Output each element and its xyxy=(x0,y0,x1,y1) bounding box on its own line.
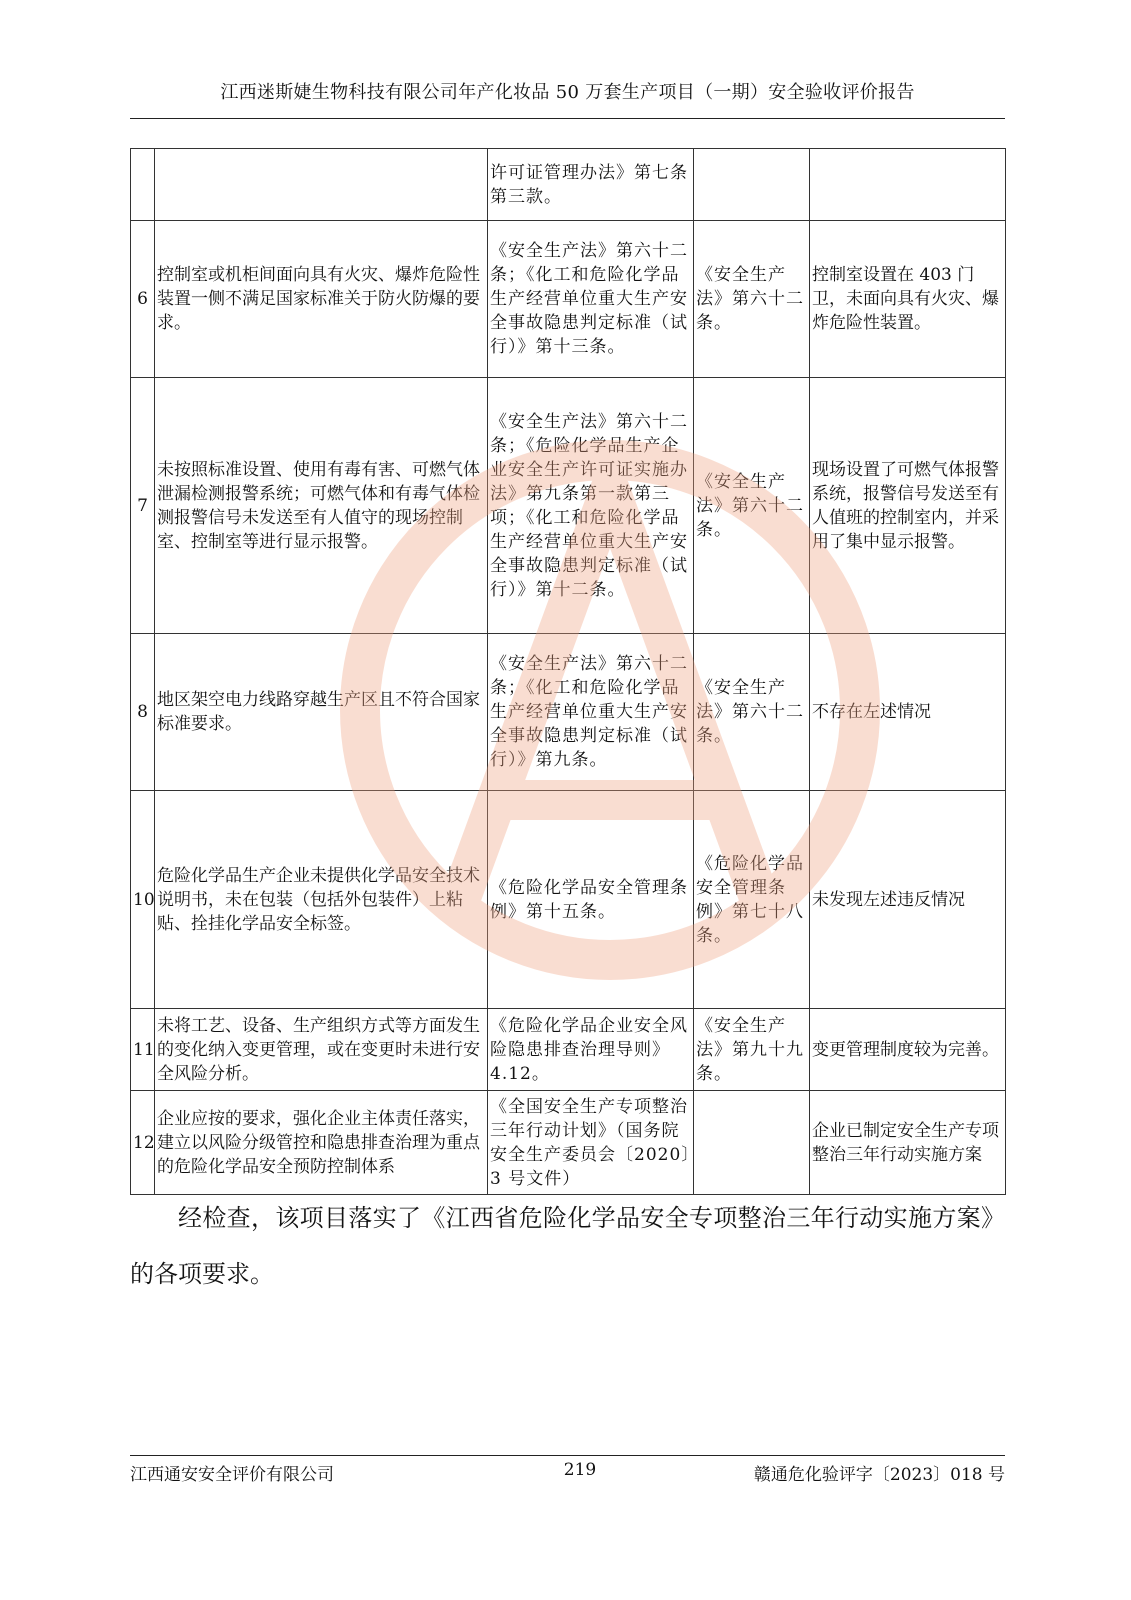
legal-basis: 《安全生产法》第六十二条；《危险化学品生产企业安全生产许可证实施办法》第九条第一款第三项；《化工和危险化学品生产经营单位重大生产安全事故隐患判定标准（试行）》第十二条。 xyxy=(488,378,694,634)
footer-rule xyxy=(130,1455,1005,1456)
hazard-item: 未按照标准设置、使用有毒有害、可燃气体泄漏检测报警系统；可燃气体和有毒气体检测报警信号未发送至有人值守的现场控制室、控制室等进行显示报警。 xyxy=(155,378,488,634)
hazard-item xyxy=(155,149,488,221)
page-header-title: 江西迷斯婕生物科技有限公司年产化妆品 50 万套生产项目（一期）安全验收评价报告 xyxy=(220,82,915,103)
table-row xyxy=(131,149,1006,221)
hazard-item: 控制室或机柜间面向具有火灾、爆炸危险性装置一侧不满足国家标准关于防火防爆的要求。 xyxy=(155,221,488,378)
hazard-item: 危险化学品生产企业未提供化学品安全技术说明书，未在包装（包括外包装件）上粘贴、拴挂化学品安全标签。 xyxy=(155,791,488,1009)
row-number: 10 xyxy=(131,791,155,1009)
check-result: 企业已制定安全生产专项整治三年行动实施方案 xyxy=(810,1091,1006,1195)
conclusion-paragraph: 经检查，该项目落实了《江西省危险化学品安全专项整治三年行动实施方案》的各项要求。 xyxy=(130,1204,1005,1288)
row-number: 6 xyxy=(131,221,155,378)
check-result xyxy=(810,149,1006,221)
penalty-basis xyxy=(694,149,810,221)
table-row xyxy=(131,378,1006,634)
header-rule xyxy=(130,118,1005,119)
table-row xyxy=(131,634,1006,791)
table-row xyxy=(131,1009,1006,1091)
penalty-basis: 《安全生产法》第六十二条。 xyxy=(694,378,810,634)
hazard-item: 地区架空电力线路穿越生产区且不符合国家标准要求。 xyxy=(155,634,488,791)
check-result: 不存在左述情况 xyxy=(810,634,1006,791)
row-number: 7 xyxy=(131,378,155,634)
check-result: 现场设置了可燃气体报警系统，报警信号发送至有人值班的控制室内，并采用了集中显示报警。 xyxy=(810,378,1006,634)
penalty-basis: 《安全生产法》第六十二条。 xyxy=(694,221,810,378)
penalty-basis: 《安全生产法》第九十九条。 xyxy=(694,1009,810,1091)
inspection-table xyxy=(130,148,1006,1195)
legal-basis: 《安全生产法》第六十二条；《化工和危险化学品生产经营单位重大生产安全事故隐患判定标准（试行）》第九条。 xyxy=(488,634,694,791)
table-row xyxy=(131,221,1006,378)
penalty-basis: 《安全生产法》第六十二条。 xyxy=(694,634,810,791)
row-number xyxy=(131,149,155,221)
legal-basis: 《安全生产法》第六十二条；《化工和危险化学品生产经营单位重大生产安全事故隐患判定标准（试行）》第十三条。 xyxy=(488,221,694,378)
check-result: 变更管理制度较为完善。 xyxy=(810,1009,1006,1091)
penalty-basis xyxy=(694,1091,810,1195)
footer-company: 江西通安安全评价有限公司 xyxy=(130,1465,334,1485)
check-result: 未发现左述违反情况 xyxy=(810,791,1006,1009)
legal-basis: 《危险化学品企业安全风险隐患排查治理导则》4.12。 xyxy=(488,1009,694,1091)
hazard-item: 企业应按的要求，强化企业主体责任落实，建立以风险分级管控和隐患排查治理为重点的危险化学品安全预防控制体系 xyxy=(155,1091,488,1195)
row-number: 11 xyxy=(131,1009,155,1091)
table-row xyxy=(131,791,1006,1009)
report-number: 赣通危化验评字〔2023〕018 号 xyxy=(753,1465,1005,1485)
check-result: 控制室设置在 403 门卫，未面向具有火灾、爆炸危险性装置。 xyxy=(810,221,1006,378)
legal-basis: 《全国安全生产专项整治三年行动计划》（国务院安全生产委员会〔2020〕3 号文件） xyxy=(488,1091,694,1195)
legal-basis: 许可证管理办法》第七条第三款。 xyxy=(488,149,694,221)
hazard-item: 未将工艺、设备、生产组织方式等方面发生的变化纳入变更管理，或在变更时未进行安全风险分析。 xyxy=(155,1009,488,1091)
legal-basis: 《危险化学品安全管理条例》第十五条。 xyxy=(488,791,694,1009)
row-number: 8 xyxy=(131,634,155,791)
penalty-basis: 《危险化学品安全管理条例》第七十八条。 xyxy=(694,791,810,1009)
row-number: 12 xyxy=(131,1091,155,1195)
table-row xyxy=(131,1091,1006,1195)
page-number: 219 xyxy=(563,1460,597,1480)
